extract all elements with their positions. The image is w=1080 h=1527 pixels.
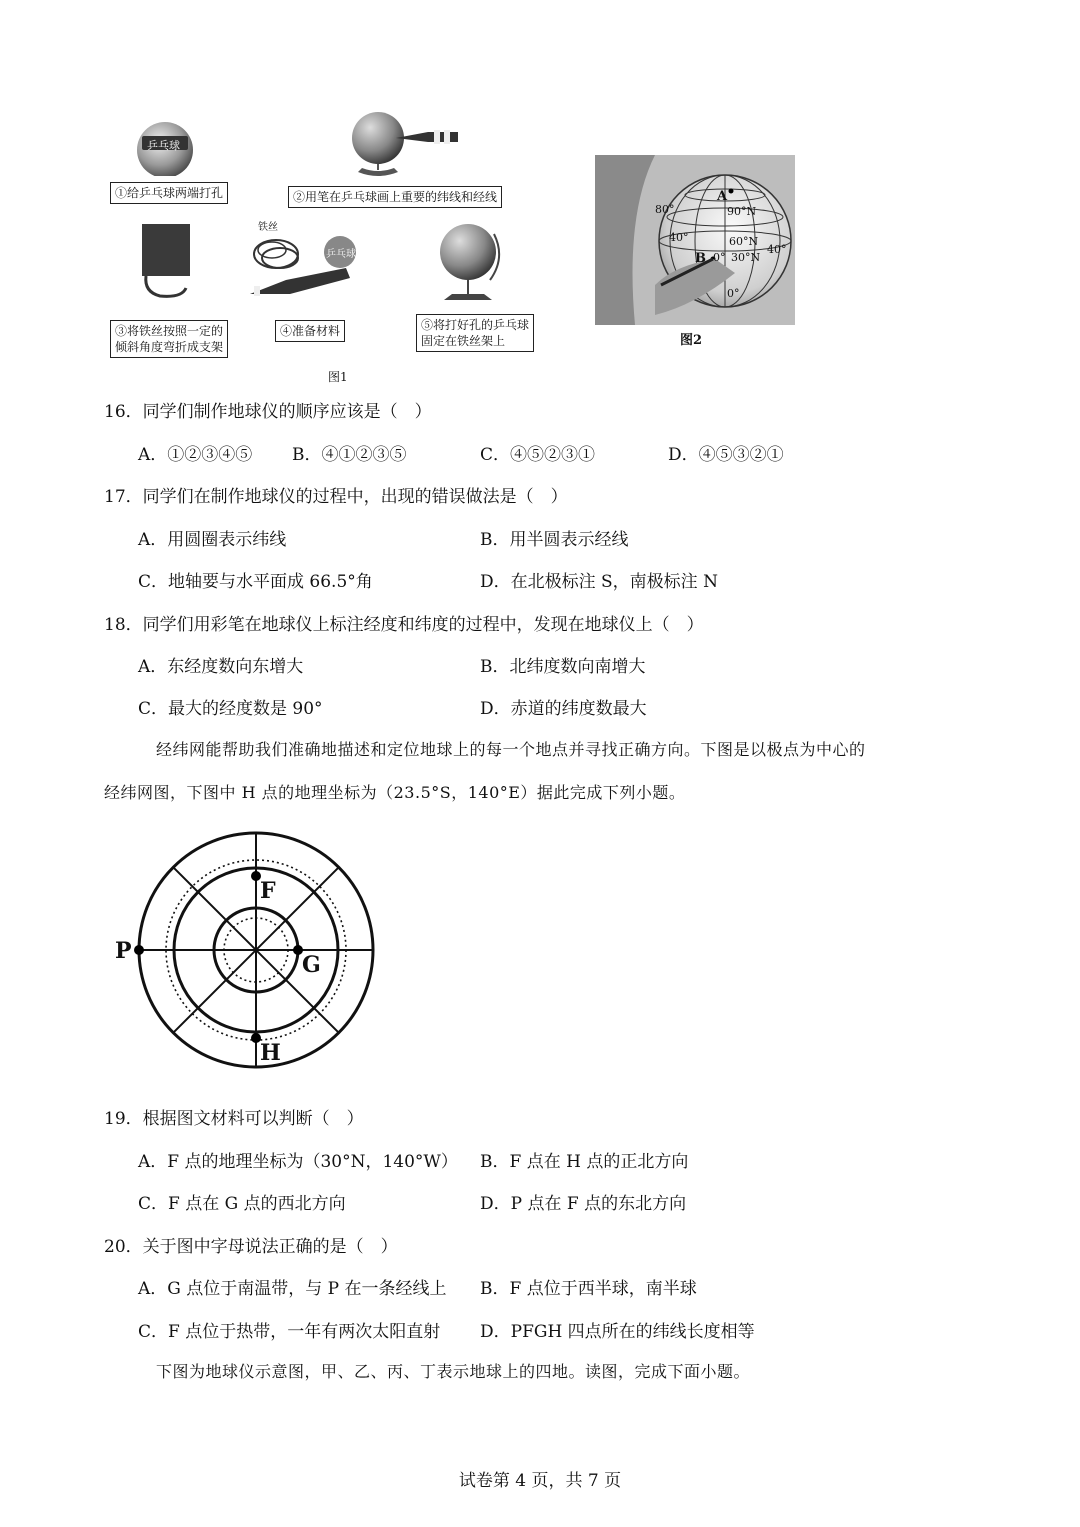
wire-stand-image	[136, 220, 196, 302]
fig2-label-0-bottom: 0°	[727, 287, 740, 300]
q16-option-b[interactable]: B．④①②③⑤	[292, 445, 407, 465]
hand-globe-image	[595, 155, 795, 327]
q20-option-a[interactable]: A．G 点位于南温带，与 P 在一条经线上	[138, 1279, 447, 1299]
q20-option-d[interactable]: D．PFGH 四点所在的纬线长度相等	[480, 1322, 755, 1342]
pingpong-label: 乒乓球	[147, 139, 180, 152]
page-footer: 试卷第 4 页，共 7 页	[458, 1471, 622, 1491]
figure1-title: 图1	[328, 370, 348, 384]
q18-option-d[interactable]: D．赤道的纬度数最大	[480, 699, 647, 719]
q19-option-d[interactable]: D．P 点在 F 点的东北方向	[480, 1194, 687, 1214]
polar-label-h: H	[260, 1040, 281, 1066]
intro1-line1: 经纬网能帮助我们准确地描述和定位地球上的每一个地点并寻找正确方向。下图是以极点为中心的	[156, 740, 866, 759]
fig2-label-80: 80°	[655, 203, 675, 216]
step4-caption: ④准备材料	[275, 320, 345, 342]
step3-caption-line1: ③将铁丝按照一定的	[115, 324, 224, 338]
fig2-label-40-right: 40°	[767, 243, 787, 256]
finished-globe-image	[434, 218, 504, 310]
q16-option-c[interactable]: C．④⑤②③①	[480, 445, 596, 465]
fig2-label-60n: 60°N	[729, 235, 759, 248]
intro1-line2: 经纬网图，下图中 H 点的地理坐标为（23.5°S，140°E）据此完成下列小题。	[104, 783, 686, 802]
q20-stem: 20．关于图中字母说法正确的是（ ）	[104, 1237, 398, 1257]
step3-caption	[110, 320, 228, 358]
fig2-label-90n: 90°N	[727, 205, 757, 218]
polar-map	[110, 830, 390, 1070]
fig2-label-a: A	[717, 189, 728, 204]
q18-option-a[interactable]: A．东经度数向东增大	[138, 657, 304, 677]
polar-label-p: P	[115, 938, 132, 964]
wire-label: 铁丝	[258, 222, 278, 233]
q18-option-b[interactable]: B．北纬度数向南增大	[480, 657, 646, 677]
q18-option-c[interactable]: C．最大的经度数是 90°	[138, 699, 323, 719]
polar-label-f: F	[260, 878, 276, 904]
q17-stem: 17．同学们在制作地球仪的过程中，出现的错误做法是（ ）	[104, 487, 568, 507]
step5-caption-line1: ⑤将打好孔的乒乓球	[421, 318, 530, 332]
figure1	[100, 100, 560, 390]
q16-stem: 16．同学们制作地球仪的顺序应该是（ ）	[104, 402, 432, 422]
figure2-title: 图2	[680, 333, 703, 348]
q17-option-d[interactable]: D．在北极标注 S，南极标注 N	[480, 572, 718, 592]
step2-caption: ②用笔在乒乓球画上重要的纬线和经线	[288, 186, 502, 208]
materials-image	[246, 228, 356, 304]
ball-with-pen-image	[348, 108, 468, 184]
q19-option-b[interactable]: B．F 点在 H 点的正北方向	[480, 1152, 689, 1172]
q20-option-b[interactable]: B．F 点位于西半球，南半球	[480, 1279, 697, 1299]
q16-option-d[interactable]: D．④⑤③②①	[668, 445, 784, 465]
point-p	[134, 945, 144, 955]
q17-option-c[interactable]: C．地轴要与水平面成 66.5°角	[138, 572, 373, 592]
materials-ball-label: 乒乓球	[326, 249, 356, 260]
q19-option-a[interactable]: A．F 点的地理坐标为（30°N，140°W）	[138, 1152, 458, 1172]
q17-option-a[interactable]: A．用圆圈表示纬线	[138, 530, 287, 550]
step5-caption-line2: 固定在铁丝架上	[421, 334, 506, 348]
figure2	[595, 155, 795, 355]
polar-grid	[110, 830, 390, 1070]
q19-stem: 19．根据图文材料可以判断（ ）	[104, 1109, 364, 1129]
polar-label-g: G	[302, 952, 321, 978]
intro2-line1: 下图为地球仪示意图，甲、乙、丙、丁表示地球上的四地。读图，完成下面小题。	[156, 1362, 751, 1381]
step5-caption	[416, 314, 534, 352]
step3-caption-line2: 倾斜角度弯折成支架	[115, 340, 224, 354]
step1-caption: ①给乒乓球两端打孔	[110, 182, 228, 204]
q16-option-a[interactable]: A．①②③④⑤	[138, 445, 253, 465]
q17-option-b[interactable]: B．用半圆表示经线	[480, 530, 629, 550]
q18-stem: 18．同学们用彩笔在地球仪上标注经度和纬度的过程中，发现在地球仪上（ ）	[104, 615, 704, 635]
fig2-label-b: B	[695, 251, 706, 266]
q20-option-c[interactable]: C．F 点位于热带，一年有两次太阳直射	[138, 1322, 441, 1342]
fig2-label-0-left: 0°	[713, 251, 726, 264]
q19-option-c[interactable]: C．F 点在 G 点的西北方向	[138, 1194, 346, 1214]
fig2-label-30n: 30°N	[731, 251, 761, 264]
fig2-label-40-left: 40°	[669, 231, 689, 244]
